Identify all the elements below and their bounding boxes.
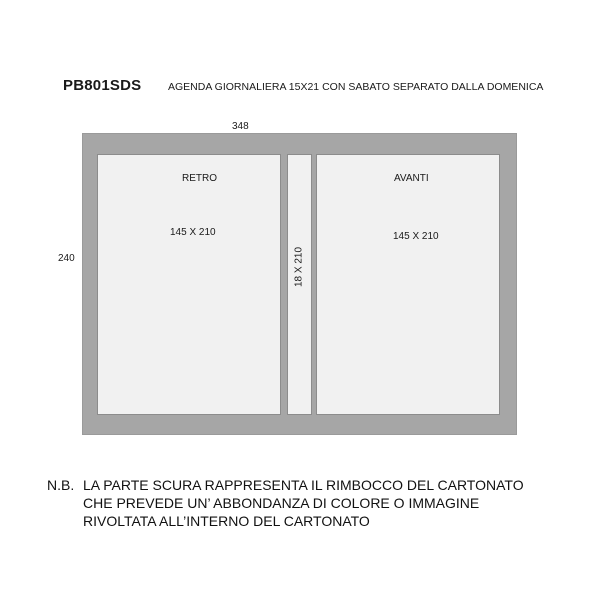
note-row-1 xyxy=(47,476,524,494)
note-block xyxy=(47,476,524,530)
spine-size: 18 X 210 xyxy=(293,246,305,288)
note-row-3 xyxy=(47,512,524,530)
note-spacer-2 xyxy=(47,494,83,512)
note-line-3: RIVOLTATA ALL’INTERNO DEL CARTONATO xyxy=(83,513,370,529)
retro-title: RETRO xyxy=(182,173,217,184)
product-code: PB801SDS xyxy=(63,77,142,94)
total-width-label: 348 xyxy=(232,121,249,132)
note-spacer-3 xyxy=(47,512,83,530)
avanti-title: AVANTI xyxy=(394,173,429,184)
retro-size: 145 X 210 xyxy=(170,227,216,238)
note-line-2: CHE PREVEDE UN’ ABBONDANZA DI COLORE O IMMAGINE xyxy=(83,495,480,511)
note-row-2 xyxy=(47,494,524,512)
note-line-1: LA PARTE SCURA RAPPRESENTA IL RIMBOCCO DEL CARTONATO xyxy=(83,477,524,493)
total-height-label: 240 xyxy=(58,253,75,264)
retro-panel xyxy=(97,154,281,415)
note-prefix: N.B. xyxy=(47,477,75,493)
product-description: AGENDA GIORNALIERA 15X21 CON SABATO SEPARATO DALLA DOMENICA xyxy=(168,81,544,93)
avanti-panel xyxy=(316,154,500,415)
avanti-size: 145 X 210 xyxy=(393,231,439,242)
